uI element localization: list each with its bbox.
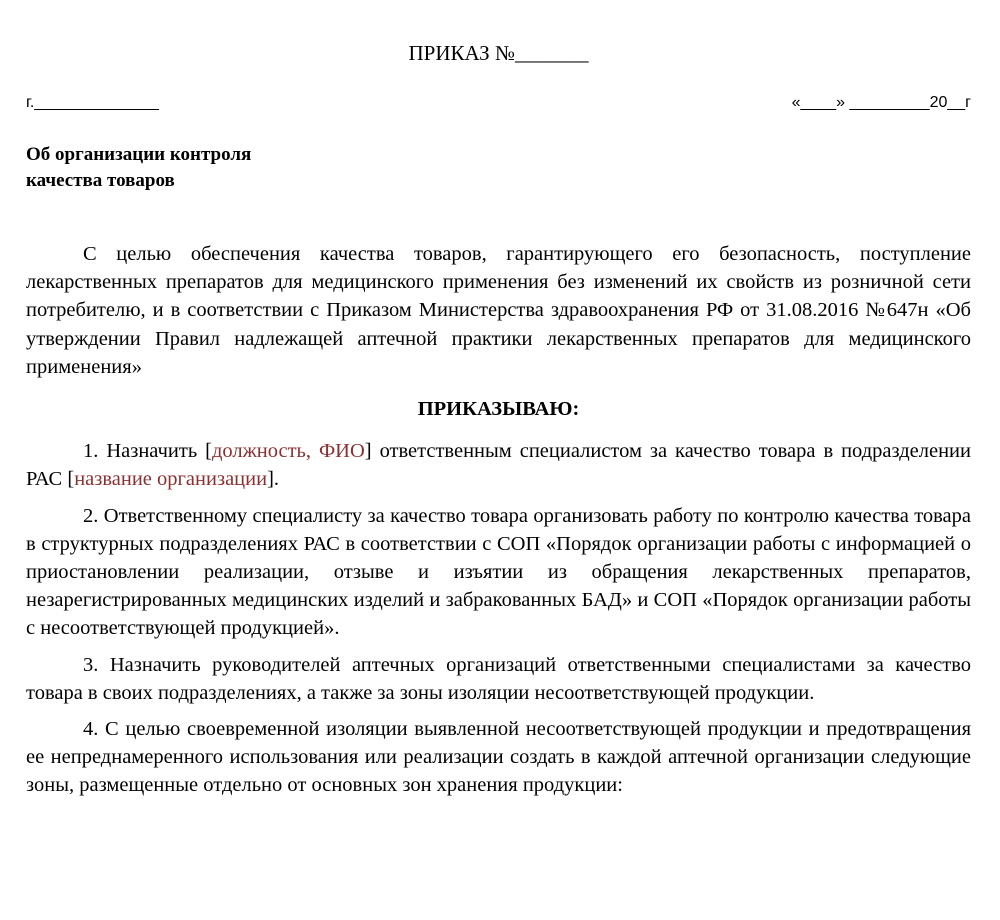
city-field: г.______________	[26, 94, 159, 111]
order-item-3: 3. Назначить руководителей аптечных организаций ответственными специалистами за качество товара в своих подразделениях, а также за зоны изоляции несоответствующей продукции.	[26, 653, 971, 704]
order-body	[26, 240, 971, 800]
order-item-4: 4. С целью своевременной изоляции выявленной несоответствующей продукции и предотвращения ее непреднамеренного использования или реализации создать в каждой аптечной организации следующие зоны, размещенные отдельно от основных зон хранения продукции:	[26, 718, 971, 797]
order-item-2: 2. Ответственному специалисту за качество товара организовать работу по контролю качества товара в структурных подразделениях РАС в соответствии с СОП «Порядок организации работы с информацией о приостановлении реализации, отзыве и изъятии из обращения лекарственных препаратов, незарегистрированных медицинских изделий и забракованных БАД» и СОП «Порядок организации работы с несоответствующей продукцией».	[26, 504, 971, 640]
order-item-1	[26, 437, 971, 493]
order-subject	[26, 142, 251, 194]
subject-line-2: качества товаров	[26, 170, 175, 191]
placeholder-position-name: должность, ФИО	[211, 440, 365, 463]
item1-text-b: ] ответственным специалистом за качество товара в подразделении РАС [	[26, 440, 971, 491]
order-title: ПРИКАЗ №_______	[408, 41, 589, 65]
subject-line-1: Об организации контроля	[26, 144, 252, 165]
item1-text-c: ].	[267, 468, 280, 491]
preamble-paragraph: С целью обеспечения качества товаров, гарантирующего его безопасность, поступление лекарственных препаратов для медицинского применения без изменений их свойств из розничной сети потребителю, и в соответствии с Приказом Министерства здравоохранения РФ от 31.08.2016 №647н «Об утверждении Правил надлежащей аптечной практики лекарственных препаратов для медицинского применения»	[26, 243, 971, 378]
order-heading: ПРИКАЗЫВАЮ:	[417, 398, 580, 421]
date-field: «____» _________20__г	[791, 94, 971, 111]
placeholder-organization-name: название организации	[74, 468, 268, 491]
item1-text-a: 1. Назначить [	[83, 440, 212, 463]
